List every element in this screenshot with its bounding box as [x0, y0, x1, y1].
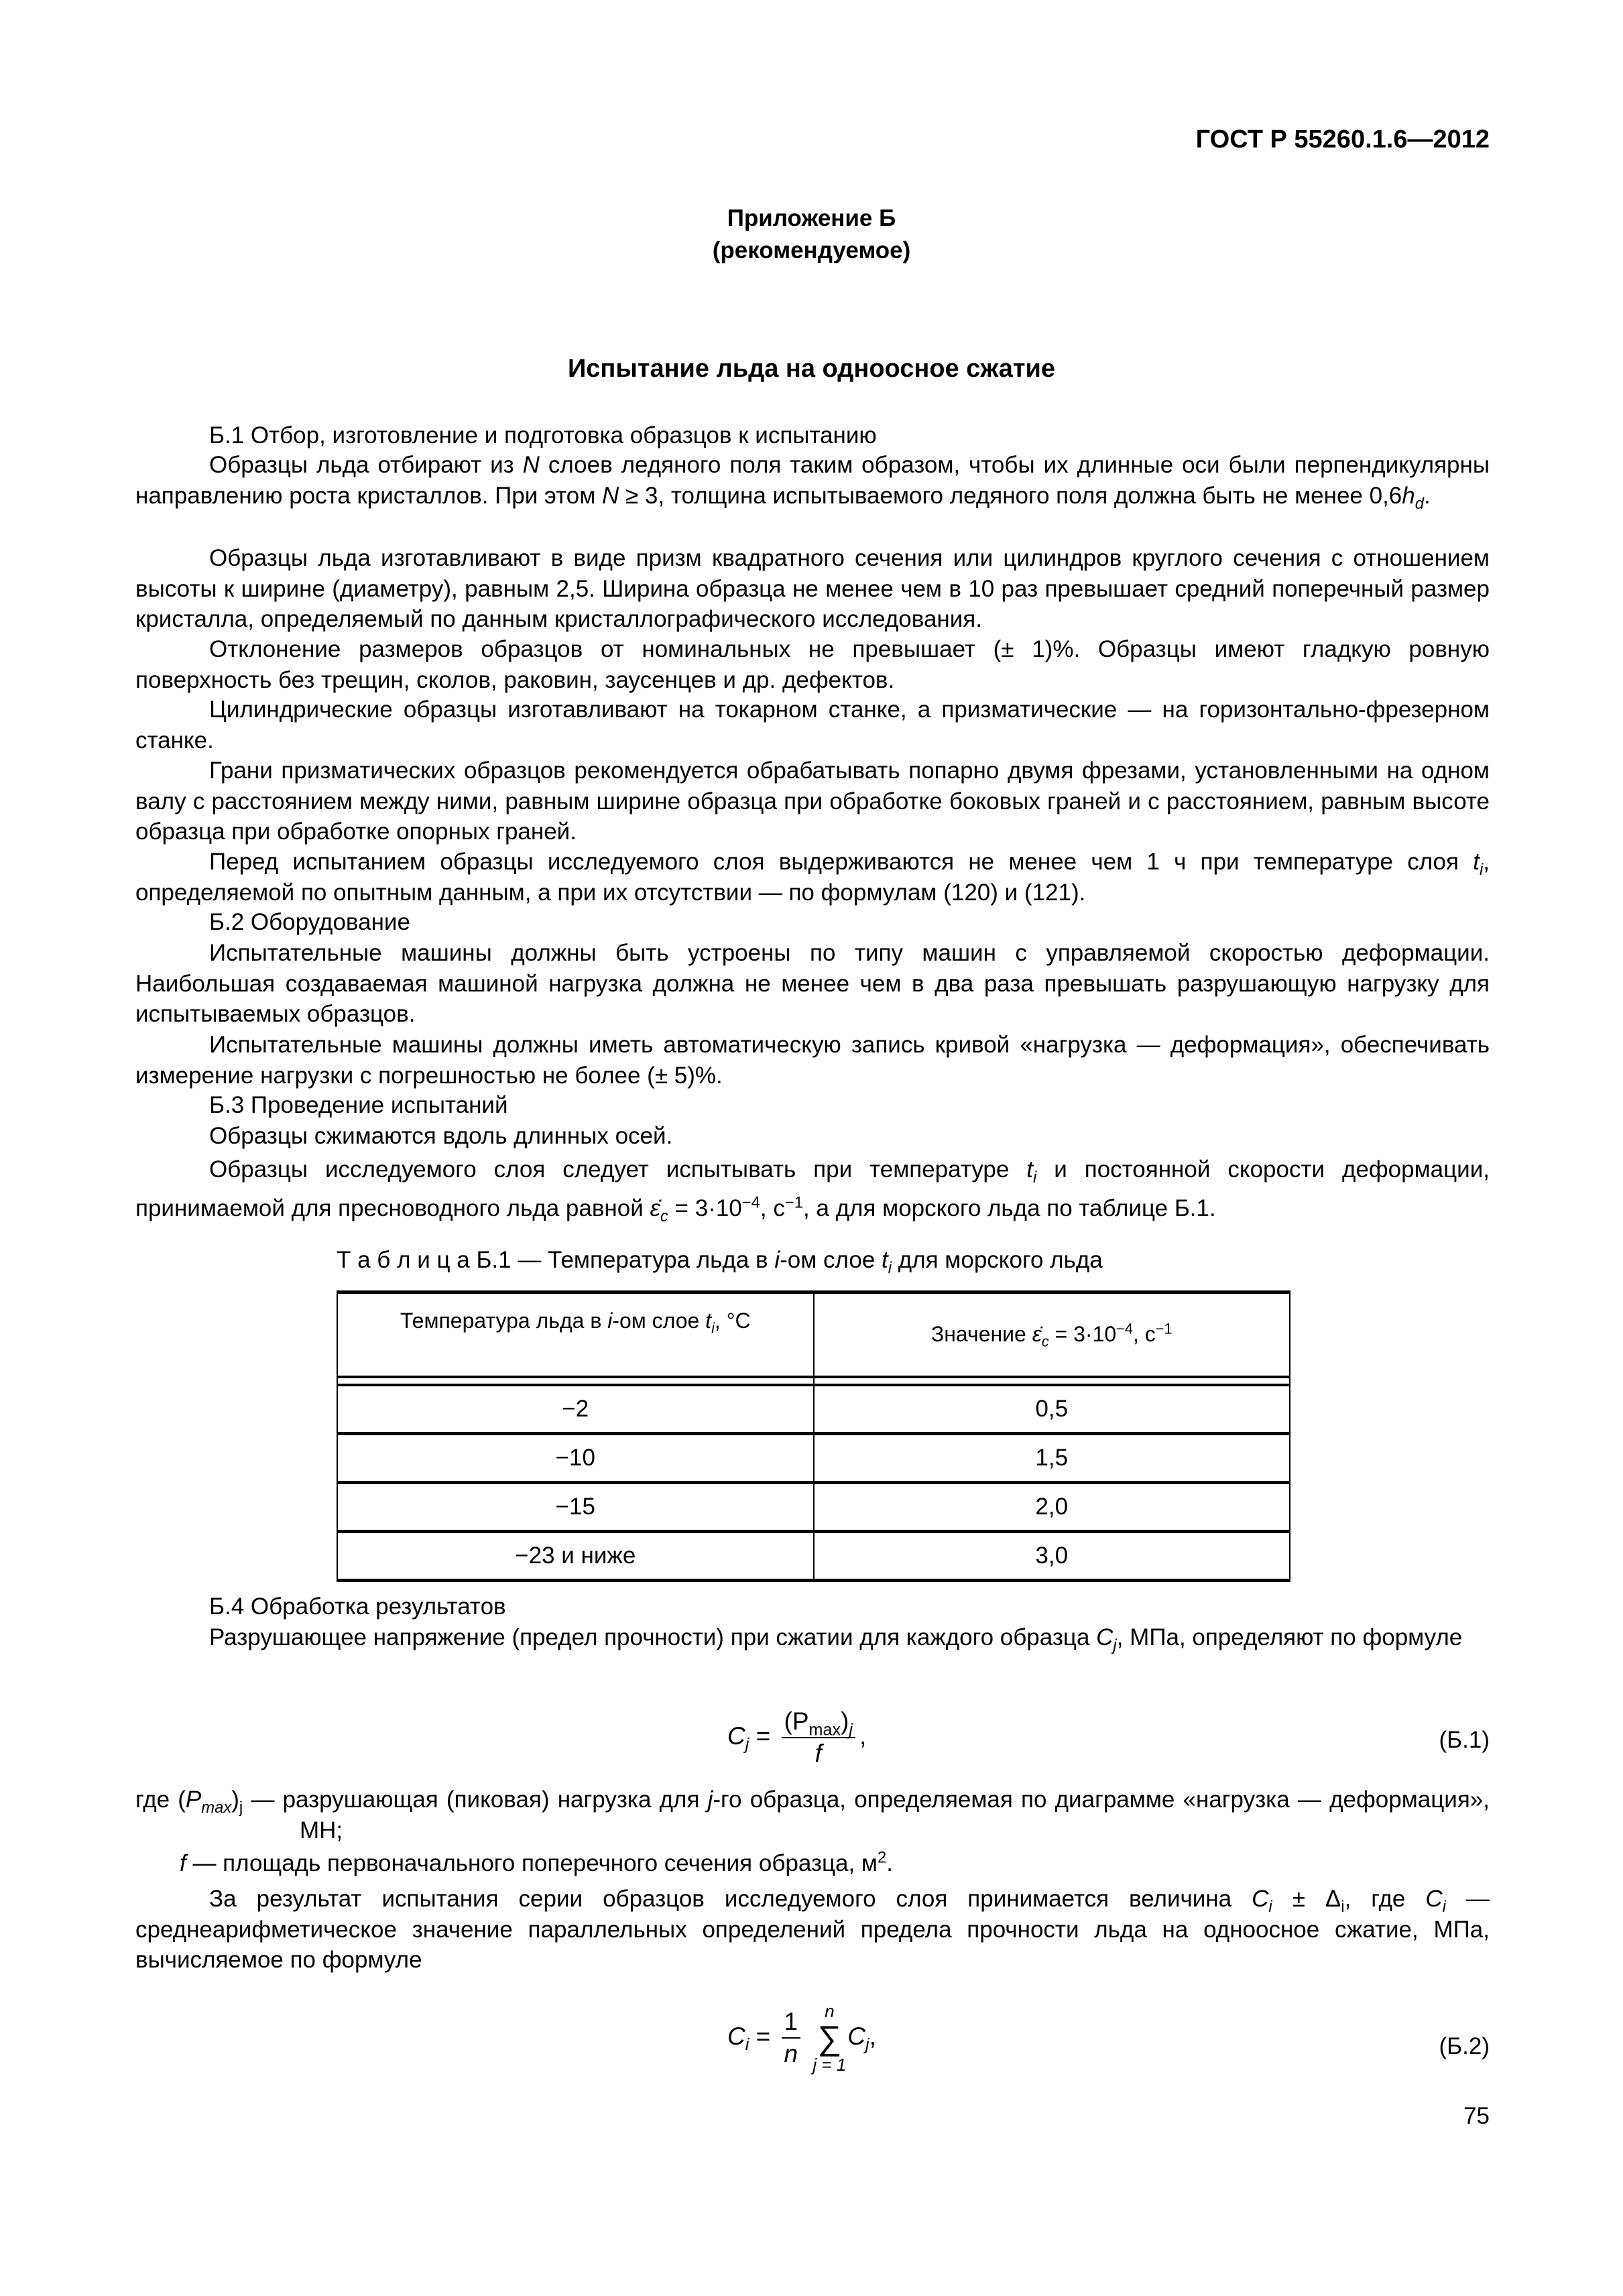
- text-run: Т а б л и ц а Б.1 — Температура льда в: [337, 1247, 775, 1273]
- text-run: , °С: [714, 1309, 751, 1333]
- table-body: [337, 1385, 1290, 1581]
- text-run: −1: [1155, 1320, 1173, 1337]
- text-run: Испытательные машины должны иметь автоматическую запись кривой «нагрузка — деформация», обеспечивать измерение нагрузки с погрешностью не более (± 5)%.: [135, 1032, 1490, 1089]
- body-paragraph: [135, 907, 1490, 938]
- text-run: t: [705, 1309, 712, 1333]
- text-run: i: [1341, 1898, 1345, 1916]
- text-run: Перед испытанием образцы исследуемого слоя выдерживаются не менее чем 1 ч при температуре слоя: [209, 849, 1474, 875]
- body-paragraph: [135, 543, 1490, 635]
- text-run: N: [602, 482, 619, 509]
- body-paragraph: [135, 1121, 1490, 1152]
- text-run: .: [886, 1850, 893, 1876]
- appendix-title: Приложение Б: [727, 205, 896, 231]
- text-run: 2: [877, 1848, 887, 1867]
- text-run: C: [1425, 1886, 1443, 1912]
- text-run: — площадь первоначального поперечного сечения образца, м: [186, 1850, 878, 1876]
- table-row: [337, 1532, 1290, 1581]
- text-run: t: [1026, 1156, 1033, 1183]
- section-title: [0, 354, 1623, 385]
- text-run: -ом слое: [780, 1247, 882, 1273]
- text-run: i: [774, 1247, 780, 1273]
- text-run: и постоянной скорости деформации, принимаемой для пресноводного льда равной: [135, 1156, 1490, 1221]
- text-run: j: [1113, 1636, 1117, 1654]
- header-strain-rate: [814, 1292, 1290, 1378]
- text-run: t: [882, 1247, 888, 1273]
- table-row: [337, 1483, 1290, 1532]
- text-run: c: [660, 1207, 668, 1225]
- text-run: i: [607, 1309, 613, 1333]
- text-run: Б.4 Обработка результатов: [209, 1593, 506, 1620]
- text-run: Б.1 Отбор, изготовление и подготовка образцов к испытанию: [209, 422, 877, 448]
- text-run: ≥ 3, толщина испытываемого ледяного поля должна быть не менее 0,6: [619, 482, 1402, 509]
- text-run: C: [1252, 1886, 1269, 1912]
- cell-temperature: −15: [337, 1483, 814, 1532]
- body-paragraph: [135, 450, 1490, 511]
- text-run: Образцы сжимаются вдоль длинных осей.: [209, 1123, 673, 1149]
- text-run: i: [1479, 861, 1484, 879]
- body-paragraph: [135, 756, 1490, 847]
- text-run: d: [1415, 494, 1424, 513]
- text-run: , где: [1344, 1886, 1426, 1912]
- text-run: Цилиндрические образцы изготавливают на токарном станке, а призматические — на горизонтально-фрезерном станке.: [135, 697, 1490, 753]
- text-run: Разрушающее напряжение (предел прочности) при сжатии для каждого образца: [209, 1624, 1097, 1650]
- appendix-subtitle: (рекомендуемое): [712, 237, 911, 263]
- body-paragraph: [135, 1622, 1490, 1653]
- page-number: 75: [1463, 2103, 1490, 2129]
- text-run: P: [185, 1787, 202, 1813]
- text-run: .: [1424, 482, 1431, 509]
- table-row: [337, 1434, 1290, 1483]
- text-run: −4: [741, 1193, 760, 1212]
- text-run: , МПа, определяют по формуле: [1116, 1624, 1463, 1650]
- formula-lhs: C: [727, 1721, 745, 1750]
- cell-temperature: −10: [337, 1434, 814, 1483]
- text-run: i: [1033, 1168, 1037, 1187]
- text-run: −1: [784, 1193, 803, 1212]
- table-row: [337, 1385, 1290, 1434]
- cell-strain-rate: 3,0: [814, 1532, 1290, 1581]
- text-run: , определяемой по опытным данным, а при их отсутствии — по формулам (120) и (121).: [135, 849, 1490, 906]
- text-run: , с: [760, 1195, 785, 1221]
- text-run: C: [1096, 1624, 1114, 1650]
- text-run: -го образца, определяемая по диаграмме «нагрузка — деформация», МН;: [300, 1787, 1490, 1844]
- text-run: −4: [1116, 1320, 1133, 1337]
- formula-tail: ,: [869, 2022, 876, 2050]
- numerator: [782, 1706, 855, 1738]
- text-run: ε̇: [650, 1195, 660, 1221]
- fraction: [782, 1706, 855, 1769]
- text-run: Б.2 Оборудование: [209, 909, 410, 935]
- sum-term: C: [847, 2022, 865, 2050]
- text-run: — разрушающая (пиковая) нагрузка для: [243, 1787, 708, 1813]
- ice-temperature-table: [337, 1290, 1290, 1582]
- num-end: ): [841, 1707, 849, 1735]
- sum-lower: j = 1: [813, 2055, 847, 2075]
- sum-term-sub: j: [865, 2035, 869, 2055]
- formula-lhs-sub: j: [745, 1735, 749, 1754]
- denominator: n: [784, 2040, 798, 2067]
- result-paragraph: [135, 1884, 1490, 1976]
- summation: [813, 2001, 846, 2075]
- body-paragraph: [135, 1090, 1490, 1121]
- header-temperature: [337, 1292, 814, 1378]
- text-run: За результат испытания серии образцов исследуемого слоя принимается величина: [209, 1886, 1252, 1912]
- text-run: ε̇: [1032, 1322, 1042, 1347]
- text-run: h: [1402, 482, 1415, 509]
- cell-temperature: −2: [337, 1385, 814, 1434]
- cell-strain-rate: 1,5: [814, 1434, 1290, 1483]
- text-run: N: [522, 452, 540, 478]
- num-sub2: j: [849, 1720, 853, 1740]
- table-header-row: [337, 1292, 1290, 1378]
- formula-b2: $C_i$ = $\frac{1}{n}$ n ∑ j = 1 $C_j$,: [727, 2001, 876, 2075]
- text-run: Температура льда в: [400, 1309, 608, 1333]
- text-run: -ом слое: [612, 1309, 706, 1333]
- num-sub: max: [808, 1720, 841, 1740]
- text-run: max: [201, 1799, 232, 1817]
- text-run: ): [231, 1787, 239, 1813]
- body-paragraph: [135, 938, 1490, 1030]
- sum-sign: ∑: [817, 2019, 842, 2057]
- body-paragraph: [135, 694, 1490, 756]
- text-run: — среднеарифметическое значение параллельных определений предела прочности льда на одноосное сжатие, МПа, вычисляемое по формуле: [135, 1886, 1490, 1973]
- text-run: f: [180, 1850, 186, 1876]
- text-run: Б.3 Проведение испытаний: [209, 1092, 508, 1118]
- body-paragraph: [135, 1591, 1490, 1622]
- text-run: Образцы исследуемого слоя следует испытывать при температуре: [209, 1156, 1027, 1183]
- body-paragraph: [135, 847, 1490, 908]
- header-separator: [337, 1377, 1290, 1385]
- text-run: Отклонение размеров образцов от номинальных не превышает (± 1)%. Образцы имеют гладкую ровную поверхность без трещин, сколов, раковин, заусенцев и др. дефектов.: [135, 636, 1490, 693]
- cell-strain-rate: 2,0: [814, 1483, 1290, 1532]
- text-run: , с: [1132, 1322, 1156, 1347]
- text-run: = 3·10: [668, 1195, 742, 1221]
- text-run: i: [888, 1259, 892, 1277]
- text-run: для морского льда: [892, 1247, 1103, 1273]
- text-run: = 3·10: [1048, 1322, 1117, 1347]
- text-run: j: [707, 1787, 713, 1813]
- where-definition-2: [180, 1848, 1490, 1879]
- equation-label-b1: (Б.1): [1439, 1727, 1490, 1753]
- text-run: Испытательные машины должны быть устроены по типу машин с управляемой скоростью деформации. Наибольшая создаваемая машиной нагрузка должна не менее чем в два раза превышать разрушающую нагрузку для испытываемых образцов.: [135, 940, 1490, 1027]
- formula-lhs: C: [727, 2022, 745, 2050]
- numerator: 1: [782, 2006, 801, 2039]
- text-run: j: [239, 1799, 243, 1817]
- formula-b1: $C_j$ = $\frac{(P_{max})_j}{f}$ ,: [727, 1706, 866, 1769]
- text-run: Образцы льда изготавливают в виде призм квадратного сечения или цилиндров круглого сечения с отношением высоты к ширине (диаметру), равным 2,5. Ширина образца не менее чем в 10 раз превышает средний поперечный размер кристалла, определяемый по данным кристаллографического исследования.: [135, 545, 1490, 632]
- text-run: Значение: [930, 1322, 1032, 1347]
- text-run: i: [1442, 1898, 1446, 1916]
- text-run: Образцы льда отбирают из: [209, 452, 523, 478]
- cell-temperature: −23 и ниже: [337, 1532, 814, 1581]
- body-paragraph: [135, 1030, 1490, 1091]
- table-caption: [337, 1245, 1103, 1276]
- section-title-text: Испытание льда на одноосное сжатие: [567, 355, 1056, 383]
- body-paragraph: [135, 1150, 1490, 1228]
- num-text: (P: [784, 1707, 809, 1735]
- text-run: слоев ледяного поля таким образом, чтобы их длинные оси были перпендикулярны направлению роста кристаллов. При этом: [135, 452, 1490, 509]
- text-run: где (: [135, 1787, 186, 1813]
- where-definition-1: [135, 1785, 1490, 1846]
- formula-lhs-sub: i: [745, 2035, 749, 2055]
- text-run: Грани призматических образцов рекомендуется обрабатывать попарно двумя фрезами, установленными на одном валу с расстоянием между ними, равным ширине образца при обработке боковых граней и с расстоянием, равным высоте образца при обработке опорных граней.: [135, 758, 1490, 845]
- text-run: c: [1041, 1333, 1049, 1350]
- text-run: i: [711, 1319, 715, 1337]
- equation-label-b2: (Б.2): [1439, 2033, 1490, 2059]
- sum-upper: n: [825, 2001, 835, 2021]
- text-run: ± Δ: [1272, 1886, 1341, 1912]
- document-id-header: ГОСТ Р 55260.1.6—2012: [1195, 125, 1490, 154]
- fraction: [782, 2006, 801, 2069]
- text-run: , а для морского льда по таблице Б.1.: [803, 1195, 1216, 1221]
- text-run: i: [1268, 1898, 1272, 1916]
- formula-tail: ,: [859, 1721, 867, 1750]
- text-run: t: [1473, 849, 1480, 875]
- denominator: f: [815, 1740, 822, 1767]
- body-paragraph: [135, 634, 1490, 695]
- body-paragraph: [135, 420, 1490, 451]
- cell-strain-rate: 0,5: [814, 1385, 1290, 1434]
